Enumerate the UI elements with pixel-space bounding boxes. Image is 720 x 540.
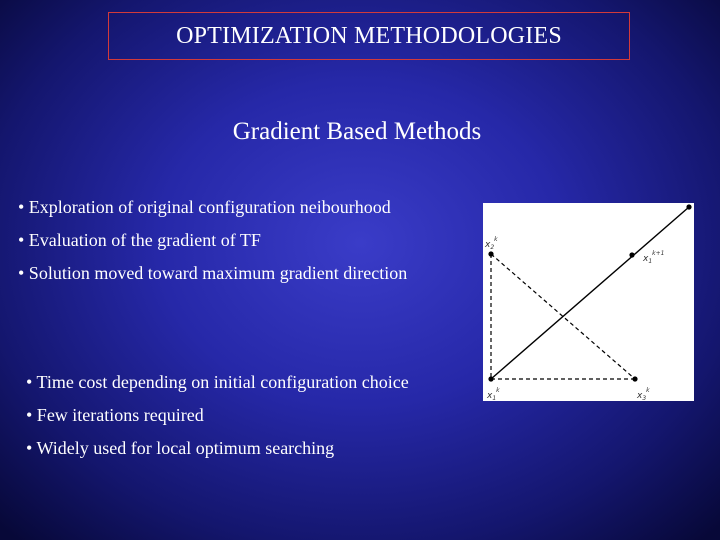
bullet-item: • Exploration of original configuration neibourhood bbox=[18, 197, 391, 217]
slide-subtitle: Gradient Based Methods bbox=[232, 118, 482, 145]
bullet-item: • Solution moved toward maximum gradient direction bbox=[18, 263, 408, 283]
point-x2k bbox=[488, 251, 493, 256]
bullet-item: • Evaluation of the gradient of TF bbox=[18, 230, 261, 250]
slide-title: OPTIMIZATION METHODOLOGIES bbox=[176, 22, 562, 49]
diagonal-line bbox=[491, 207, 689, 379]
bullet-item: • Time cost depending on initial configuration choice bbox=[26, 372, 409, 392]
point-x1k1 bbox=[629, 252, 634, 257]
point-arrow-tip bbox=[686, 204, 691, 209]
simplex-diagram bbox=[483, 203, 694, 401]
title-box bbox=[108, 12, 630, 60]
point-x1k bbox=[488, 376, 493, 381]
label-x1k1: $x_1^{k+1}$ bbox=[643, 250, 665, 265]
simplex-diagram-svg bbox=[483, 203, 694, 401]
label-x1k: $x_1^k$ bbox=[487, 387, 500, 401]
label-x3k: $x_3^k$ bbox=[637, 387, 650, 401]
bullet-item: • Widely used for local optimum searching bbox=[26, 438, 335, 458]
label-x2k: $x_2^k$ bbox=[485, 236, 498, 251]
bullet-item: • Few iterations required bbox=[26, 405, 204, 425]
point-x3k bbox=[632, 376, 637, 381]
